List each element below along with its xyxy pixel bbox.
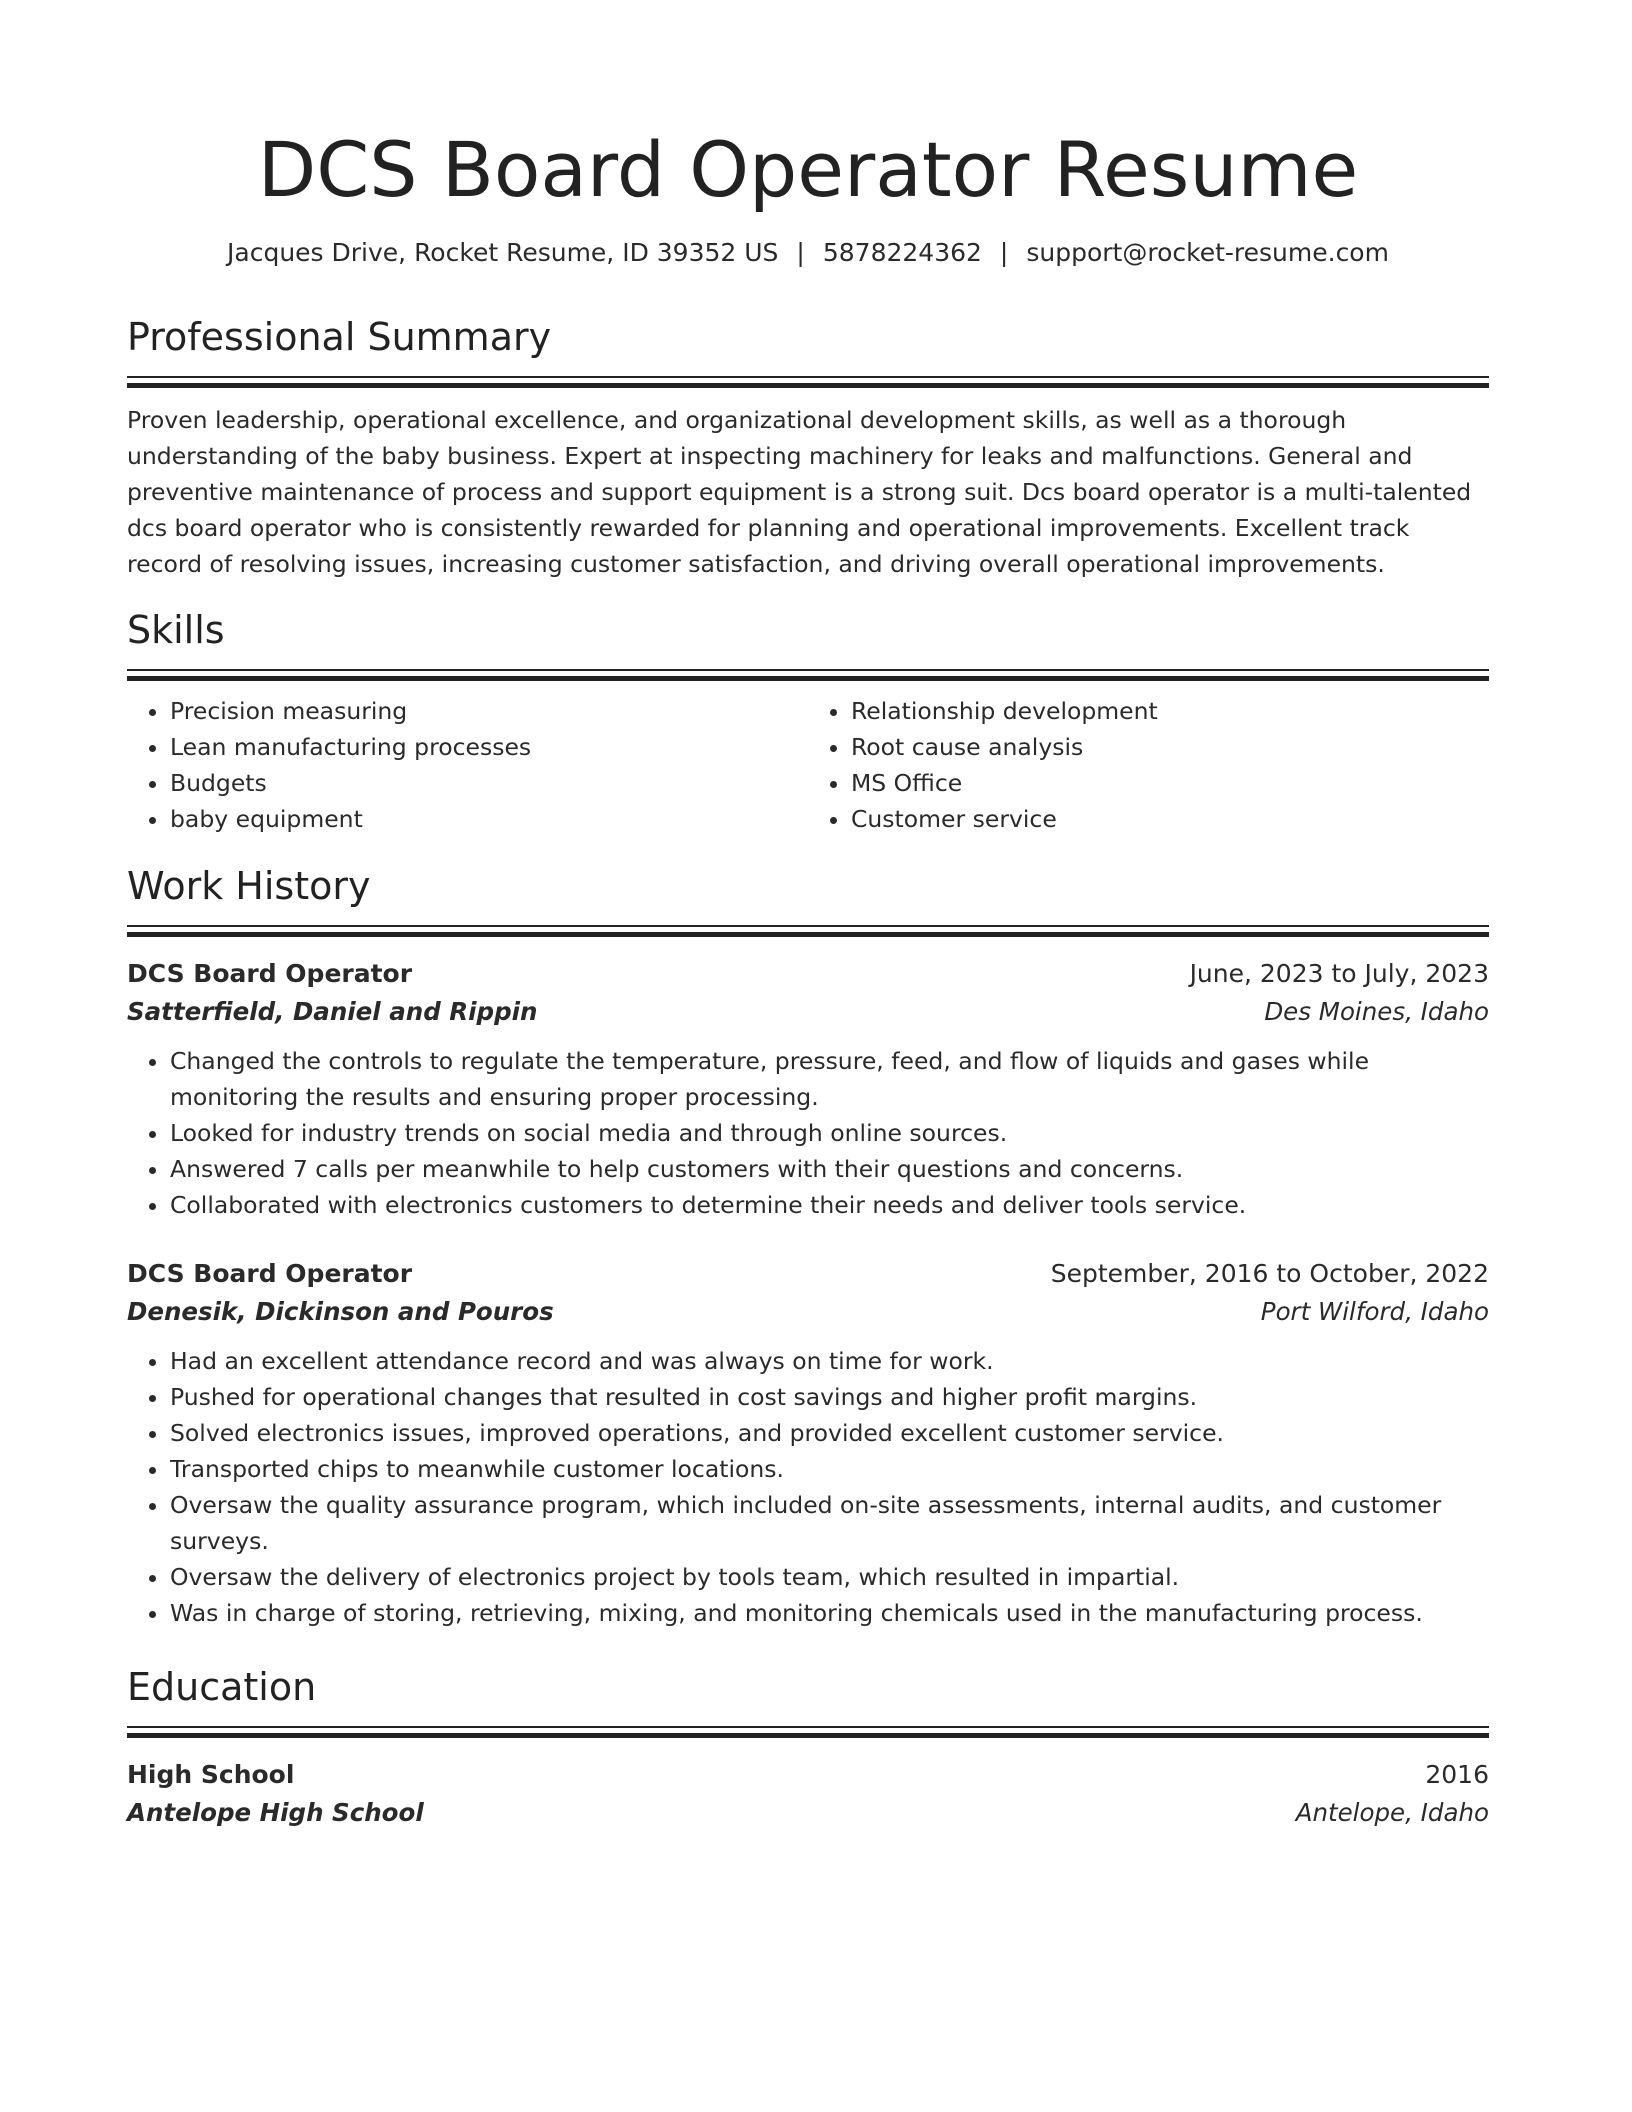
contact-address: Jacques Drive, Rocket Resume, ID 39352 US (227, 238, 779, 267)
education-degree: High School (127, 1760, 295, 1789)
skill-item: • Customer service (851, 801, 1489, 837)
job-location: Des Moines, Idaho (1264, 997, 1489, 1026)
section-heading-work-history: Work History (127, 864, 371, 908)
section-heading-summary: Professional Summary (127, 315, 552, 359)
job-bullet: • Had an excellent attendance record and was always on time for work. (170, 1343, 1489, 1379)
section-divider (127, 1726, 1489, 1738)
job-bullet: • Looked for industry trends on social media and through online sources. (170, 1115, 1489, 1151)
skill-item: • Lean manufacturing processes (170, 729, 808, 765)
education-location: Antelope, Idaho (1295, 1798, 1489, 1827)
skills-grid (127, 693, 1489, 837)
job-company-row (127, 1293, 1489, 1331)
job-bullet: • Oversaw the quality assurance program, which included on-site assessments, internal audits, and customer surveys. (170, 1487, 1489, 1559)
skill-item: • Budgets (170, 765, 808, 801)
job-bullet: • Answered 7 calls per meanwhile to help customers with their questions and concerns. (170, 1151, 1489, 1187)
section-heading-skills: Skills (127, 608, 225, 652)
contact-separator: | (796, 238, 805, 267)
job-bullets (127, 1043, 1489, 1223)
education-header-row (127, 1756, 1489, 1794)
job-bullet: • Pushed for operational changes that resulted in cost savings and higher profit margins. (170, 1379, 1489, 1415)
section-divider (127, 376, 1489, 388)
job-bullet: • Transported chips to meanwhile customer locations. (170, 1451, 1489, 1487)
job-company: Satterfield, Daniel and Rippin (127, 997, 538, 1026)
summary-text: Proven leadership, operational excellence, and organizational development skills, as well as a thorough understanding of the baby business. Expert at inspecting machinery for leaks and malfunctions. General and preventive maintenance of process and support equipment is a strong suit. Dcs board operator is a multi-talented dcs board operator who is consistently rewarded for planning and operational improvements. Excellent track record of resolving issues, increasing customer satisfaction, and driving overall operational improvements. (127, 406, 1472, 578)
section-divider (127, 925, 1489, 937)
skill-item: • Root cause analysis (851, 729, 1489, 765)
contact-separator: | (999, 238, 1009, 267)
education-school: Antelope High School (127, 1798, 424, 1827)
job-bullet: • Solved electronics issues, improved operations, and provided excellent customer service. (170, 1415, 1489, 1451)
work-history-section (127, 861, 1489, 1631)
skill-item: • Precision measuring (170, 693, 808, 729)
skills-column-right (808, 693, 1489, 837)
skill-item: • Relationship development (851, 693, 1489, 729)
job-dates: September, 2016 to October, 2022 (1050, 1259, 1489, 1288)
section-heading-education: Education (127, 1665, 317, 1709)
job-bullet: • Changed the controls to regulate the temperature, pressure, feed, and flow of liquids and gases while monitoring the results and ensuring proper processing. (170, 1043, 1489, 1115)
skill-item: • MS Office (851, 765, 1489, 801)
section-divider (127, 669, 1489, 681)
resume-title: DCS Board Operator Resume (257, 125, 1359, 214)
skills-section (127, 605, 1489, 837)
education-section (127, 1662, 1489, 1832)
job-title: DCS Board Operator (127, 1259, 413, 1288)
job-dates: June, 2023 to July, 2023 (1189, 959, 1489, 988)
job-bullets (127, 1343, 1489, 1631)
education-year: 2016 (1425, 1760, 1489, 1789)
skill-item: • baby equipment (170, 801, 808, 837)
summary-section (127, 312, 1489, 582)
job-bullet: • Collaborated with electronics customers to determine their needs and deliver tools service. (170, 1187, 1489, 1223)
job-title: DCS Board Operator (127, 959, 413, 988)
education-school-row (127, 1794, 1489, 1832)
job-entry (127, 955, 1489, 1223)
contact-email: support@rocket-resume.com (1026, 238, 1389, 267)
job-company: Denesik, Dickinson and Pouros (127, 1297, 554, 1326)
job-entry (127, 1255, 1489, 1631)
job-header-row (127, 955, 1489, 993)
job-company-row (127, 993, 1489, 1031)
job-bullet: • Oversaw the delivery of electronics project by tools team, which resulted in impartial. (170, 1559, 1489, 1595)
job-location: Port Wilford, Idaho (1260, 1297, 1489, 1326)
skills-column-left (127, 693, 808, 837)
contact-line (127, 236, 1489, 270)
education-entry (127, 1756, 1489, 1832)
job-header-row (127, 1255, 1489, 1293)
contact-phone: 5878224362 (822, 238, 982, 267)
job-bullet: • Was in charge of storing, retrieving, mixing, and monitoring chemicals used in the manufacturing process. (170, 1595, 1489, 1631)
